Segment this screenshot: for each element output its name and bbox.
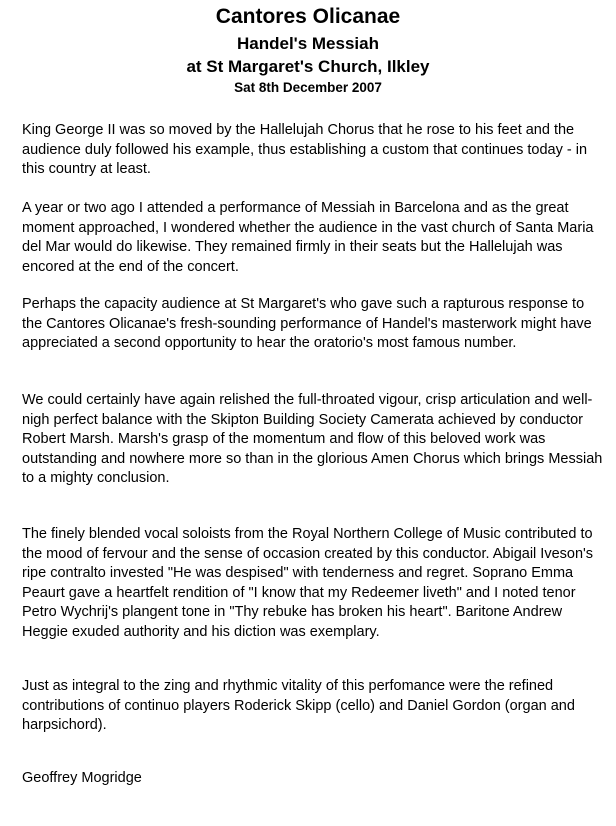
review-paragraph: The finely blended vocal soloists from the Royal Northern College of Music contributed to the mood of fervour and the sense of occasion created by this conductor. Abigail Iveson's ripe contralto invested "He was despised" with tenderness and regret. Soprano Emma Peaurt gave a heartfelt rendition of "I know that my Redeemer liveth" and I noted tenor Petro Wychrij's plangent tone in "Thy rebuke has broken his heart". Baritone Andrew Heggie exuded authority and his diction was exemplary. (22, 526, 594, 640)
review-paragraph: Perhaps the capacity audience at St Margaret's who gave such a rapturous response to the Cantores Olicanae's fresh-sounding performance of Handel's masterwork might have appreciated a second opportunity to hear the oratorio's most famous number. (22, 296, 592, 351)
concert-venue: at St Margaret's Church, Ilkley (186, 57, 430, 76)
concert-date: Sat 8th December 2007 (234, 80, 382, 95)
review-paragraph: Just as integral to the zing and rhythmic vitality of this perfomance were the refined contributions of continuo players Roderick Skipp (cello) and Daniel Gordon (organ and harpsichord). (22, 678, 575, 733)
review-paragraph: A year or two ago I attended a performance of Messiah in Barcelona and as the great moment approached, I wondered whether the audience in the vast church of Santa Maria del Mar would do likewise. They remained firmly in their seats but the Hallelujah was encored at the end of the concert. (22, 200, 594, 275)
review-paragraph: King George II was so moved by the Hallelujah Chorus that he rose to his feet and the audience duly followed his example, thus establishing a custom that continues today - in this country at least. (22, 122, 588, 177)
concert-title: Handel's Messiah (237, 34, 379, 53)
page-title: Cantores Olicanae (215, 5, 401, 28)
review-paragraph: We could certainly have again relished the full-throated vigour, crisp articulation and well-nigh perfect balance with the Skipton Building Society Camerata achieved by conductor Robert Marsh. Marsh's grasp of the momentum and flow of this beloved work was outstanding and nowhere more so than in the glorious Amen Chorus which brings Messiah to a mighty conclusion. (22, 392, 603, 486)
author-signature: Geoffrey Mogridge (22, 770, 142, 786)
